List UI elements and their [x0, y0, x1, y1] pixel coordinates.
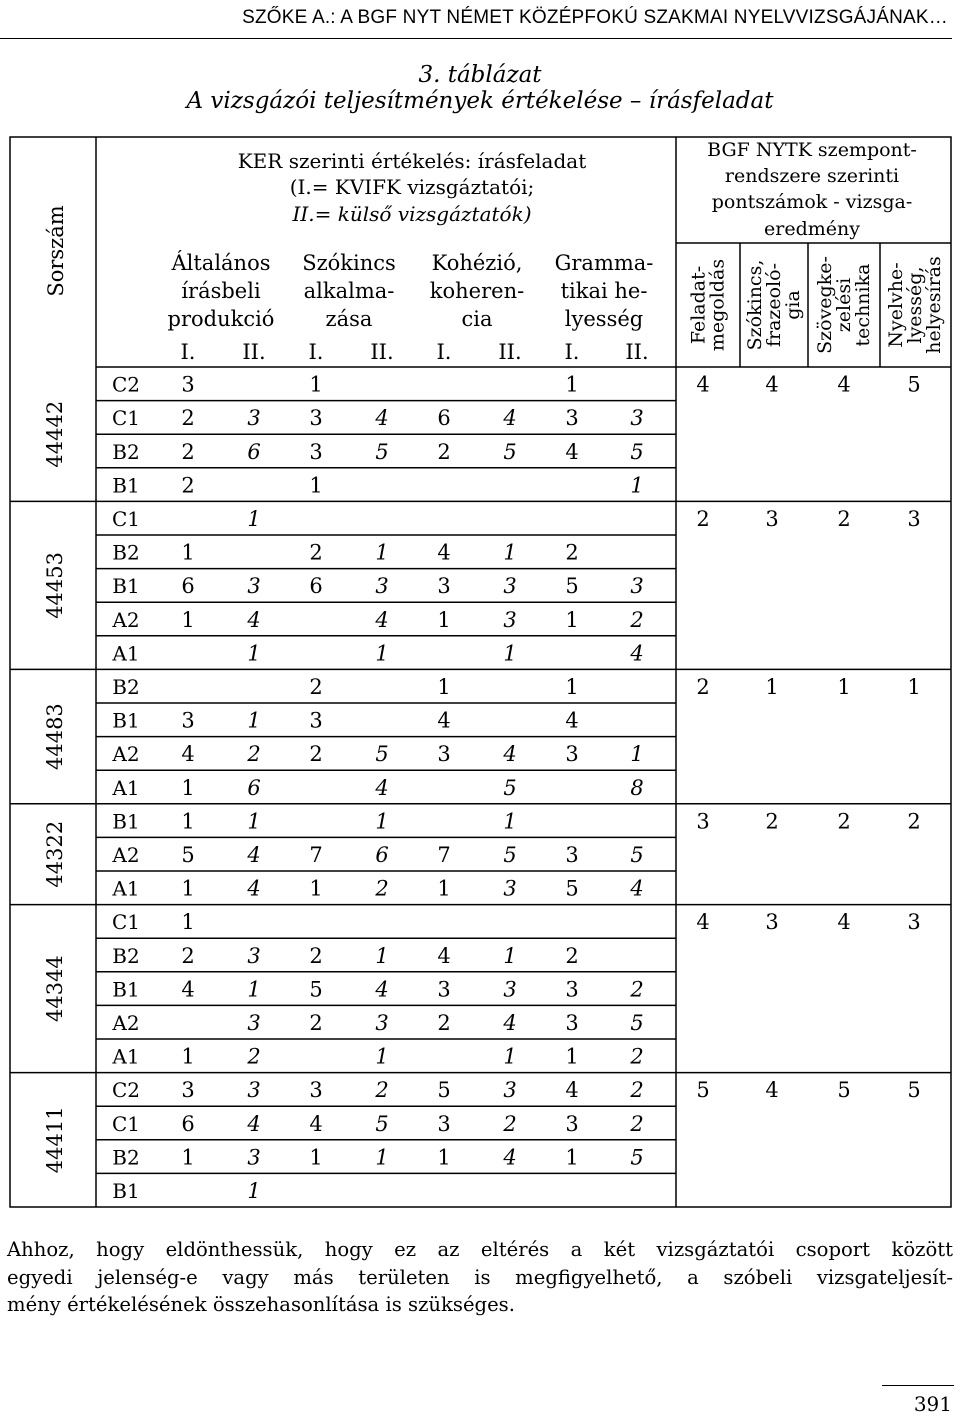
score-cell: 2 [309, 742, 323, 767]
criterion-header-line: tikai he- [560, 279, 648, 303]
level-label: B1 [112, 1179, 140, 1203]
score-cell: 1 [630, 742, 644, 767]
bgf-score: 5 [907, 1078, 921, 1103]
rater-label: II. [625, 340, 649, 364]
bgf-score: 4 [837, 910, 851, 935]
score-cell: 2 [503, 1111, 517, 1136]
score-cell: 3 [630, 574, 644, 599]
score-cell: 6 [309, 574, 323, 599]
score-cell: 3 [437, 574, 451, 599]
rater-label: I. [308, 340, 324, 364]
ker-header-line3: II.= külső vizsgáztatók) [292, 202, 532, 226]
score-cell: 3 [565, 843, 579, 867]
score-cell: 2 [309, 540, 323, 565]
level-label: A2 [112, 843, 140, 867]
score-cell: 1 [503, 1044, 517, 1069]
score-cell: 4 [503, 742, 517, 767]
criterion-header-line: Szókincs [302, 251, 396, 275]
level-label: C1 [111, 1111, 141, 1136]
score-cell: 4 [247, 607, 261, 632]
score-cell: 3 [437, 977, 451, 1002]
score-cell: 1 [181, 775, 195, 800]
bgf-score: 4 [765, 1078, 779, 1103]
student-group [43, 809, 921, 900]
rater-label: II. [370, 340, 394, 364]
score-cell: 1 [437, 876, 451, 901]
table-row [112, 675, 578, 699]
score-cell: 2 [181, 439, 195, 464]
score-cell: 2 [565, 540, 579, 565]
score-cell: 3 [375, 574, 389, 599]
score-cell: 1 [565, 675, 579, 699]
score-cell: 3 [565, 1111, 579, 1136]
table-row [112, 1112, 644, 1136]
table-row [111, 877, 643, 901]
score-cell: 1 [181, 1044, 195, 1069]
level-label: B1 [112, 977, 140, 1002]
score-cell: 3 [247, 943, 261, 968]
bgf-column-header-line: Feladat- [687, 265, 710, 345]
level-label: B1 [112, 809, 140, 834]
bgf-column-header-line: Szövegke- [814, 256, 836, 354]
score-cell: 3 [437, 742, 451, 767]
table-row [112, 440, 643, 464]
bgf-score: 2 [837, 507, 851, 531]
score-cell: 4 [309, 1111, 323, 1136]
score-cell: 5 [630, 1011, 644, 1035]
student-id: 44344 [43, 955, 67, 1023]
level-label: B1 [112, 708, 140, 733]
rater-headers [181, 340, 649, 364]
student-group [43, 1078, 921, 1203]
score-cell: 4 [630, 876, 644, 901]
table-row [112, 809, 516, 833]
table-row [112, 977, 643, 1001]
criterion-header-line: Általános [171, 251, 271, 275]
score-cell: 5 [503, 439, 517, 464]
level-label: A1 [112, 876, 140, 901]
bgf-header-line4: eredmény [764, 218, 860, 240]
bgf-score: 4 [696, 372, 710, 397]
criteria-headers [168, 251, 654, 331]
score-cell: 1 [375, 809, 389, 834]
student-id: 44453 [43, 551, 67, 619]
score-cell: 2 [181, 943, 195, 968]
score-cell: 5 [630, 439, 644, 464]
bgf-score: 3 [765, 507, 779, 531]
criterion-header-line: alkalma- [303, 279, 395, 303]
score-cell: 3 [503, 607, 517, 632]
bgf-score: 1 [837, 675, 851, 699]
score-cell: 1 [181, 910, 195, 935]
student-id: 44442 [43, 400, 67, 468]
score-cell: 2 [375, 876, 389, 901]
score-cell: 4 [181, 742, 195, 767]
level-label: B2 [112, 675, 140, 699]
score-cell: 3 [503, 1078, 517, 1103]
score-cell: 1 [437, 675, 451, 699]
score-cell: 2 [630, 1044, 644, 1069]
score-cell: 1 [565, 1044, 579, 1069]
bgf-column-header-line: Szókincs, [744, 259, 766, 351]
level-label: A1 [112, 641, 140, 666]
score-cell: 3 [503, 977, 517, 1002]
bgf-score: 3 [907, 910, 921, 935]
score-cell: 3 [181, 1078, 195, 1103]
bgf-header-line1: BGF NYTK szempont- [707, 139, 917, 161]
score-cell: 3 [247, 1078, 261, 1103]
score-cell: 2 [309, 943, 323, 968]
paragraph-line: Ahhoz, hogy eldönthessük, hogy ez az eltérés a két vizsgáztatói csoport között [7, 1238, 953, 1261]
student-id: 44322 [43, 820, 67, 888]
table-row [112, 1078, 644, 1102]
score-cell: 3 [309, 439, 323, 464]
student-id: 44411 [43, 1106, 67, 1174]
score-cell: 3 [181, 708, 195, 733]
bgf-score: 4 [837, 372, 851, 397]
score-cell: 3 [309, 406, 323, 431]
bgf-score: 2 [696, 675, 710, 699]
score-cell: 4 [375, 775, 389, 800]
score-cell: 4 [503, 1011, 517, 1035]
score-cell: 2 [630, 1111, 644, 1136]
rater-label: I. [436, 340, 452, 364]
sorszam-header: Sorszám [44, 205, 68, 297]
bgf-score: 5 [907, 372, 921, 397]
page-number-rule [882, 1385, 954, 1386]
criterion-header-line: koheren- [429, 279, 525, 303]
table-row [111, 843, 643, 867]
score-cell: 3 [503, 574, 517, 599]
score-cell: 5 [630, 843, 644, 867]
bgf-score: 2 [907, 809, 921, 834]
score-cell: 5 [309, 977, 323, 1002]
score-cell: 1 [565, 372, 579, 397]
score-cell: 3 [309, 708, 323, 733]
score-cell: 1 [375, 540, 389, 565]
table-row [112, 1145, 643, 1169]
table-caption-title: A vizsgázói teljesítmények értékelése – írásfeladat [186, 88, 774, 114]
criterion-header-line: írásbeli [181, 279, 261, 303]
bgf-header [707, 139, 917, 240]
table-row [112, 541, 578, 565]
bgf-score: 5 [696, 1078, 710, 1103]
table-row [112, 406, 644, 430]
score-cell: 1 [181, 1145, 195, 1170]
criterion-header-line: cia [461, 307, 493, 331]
score-cell: 1 [181, 876, 195, 901]
score-cell: 6 [181, 1111, 195, 1136]
score-cell: 1 [503, 641, 517, 666]
bgf-score: 1 [907, 675, 921, 699]
bgf-column-headers [688, 256, 946, 354]
score-cell: 4 [375, 406, 389, 431]
ker-header [238, 149, 587, 226]
table-row [112, 507, 261, 531]
table-row [111, 1011, 643, 1035]
score-cell: 2 [181, 406, 195, 431]
running-header-text: SZŐKE A.: A BGF NYT NÉMET KÖZÉPFOKÚ SZAKMAI NYELVVIZSGÁJÁNAK… [242, 7, 948, 28]
criterion-header-line: produkció [167, 307, 275, 331]
score-cell: 3 [565, 742, 579, 767]
score-cell: 1 [437, 1145, 451, 1170]
level-label: B2 [112, 1145, 140, 1170]
score-cell: 5 [565, 574, 579, 599]
table-row [111, 776, 643, 800]
score-cell: 2 [565, 943, 579, 968]
bgf-score: 1 [765, 675, 779, 699]
table-row [112, 1179, 260, 1203]
student-group [43, 910, 921, 1068]
score-cell: 4 [375, 977, 389, 1002]
criterion-header-line: Kohézió, [431, 251, 523, 275]
criterion-header-line: lyesség [564, 307, 644, 331]
score-cell: 6 [247, 439, 261, 464]
score-cell: 2 [630, 607, 644, 632]
score-cell: 6 [437, 406, 451, 431]
ker-header-line1: KER szerinti értékelés: írásfeladat [237, 149, 587, 173]
table-row [112, 944, 578, 968]
bgf-column-header-line: technika [852, 263, 874, 347]
score-cell: 2 [375, 1078, 389, 1103]
page-number: 391 [913, 1392, 952, 1416]
table-row [111, 1045, 643, 1069]
score-cell: 4 [565, 439, 579, 464]
bgf-score: 3 [907, 507, 921, 531]
student-group [43, 675, 921, 800]
table-caption-number: 3. táblázat [418, 62, 542, 88]
rater-label: I. [180, 340, 196, 364]
score-cell: 4 [503, 1145, 517, 1170]
level-label: C2 [111, 372, 141, 397]
bgf-column-header-line: zelési [833, 277, 855, 333]
bgf-column-header [814, 256, 874, 354]
score-cell: 1 [247, 1179, 261, 1203]
score-cell: 1 [503, 809, 517, 834]
score-cell: 2 [630, 977, 644, 1002]
score-cell: 5 [565, 876, 579, 901]
score-cell: 4 [630, 641, 644, 666]
score-cell: 1 [181, 540, 195, 565]
score-cell: 5 [503, 775, 517, 800]
student-id: 44483 [43, 703, 67, 771]
score-cell: 4 [181, 977, 195, 1002]
table-row [112, 373, 579, 397]
table-row [111, 641, 643, 665]
score-cell: 1 [375, 943, 389, 968]
score-cell: 3 [181, 372, 195, 397]
score-cell: 5 [375, 1111, 389, 1136]
score-cell: 6 [247, 775, 261, 800]
score-cell: 2 [437, 1011, 451, 1035]
score-cell: 4 [375, 607, 389, 632]
score-cell: 4 [247, 1111, 261, 1136]
paragraph-line: egyedi jelenség-e vagy más területen is megfigyelhető, a szóbeli vizsgateljesít- [7, 1265, 953, 1289]
score-cell: 4 [247, 876, 261, 901]
score-cell: 7 [437, 843, 451, 867]
table-row [112, 473, 643, 497]
score-cell: 4 [503, 406, 517, 431]
score-cell: 7 [309, 843, 323, 867]
level-label: C1 [111, 406, 141, 431]
score-cell: 3 [309, 1078, 323, 1103]
ker-header-line2: (I.= KVIFK vizsgáztatói; [289, 175, 535, 199]
score-cell: 2 [309, 1011, 323, 1035]
level-label: B2 [112, 540, 140, 565]
score-cell: 2 [247, 742, 261, 767]
score-cell: 3 [565, 977, 579, 1002]
level-label: A1 [112, 1044, 140, 1069]
bgf-header-line3: pontszámok - vizsga- [711, 191, 913, 213]
score-cell: 3 [503, 876, 517, 901]
score-cell: 2 [247, 1044, 261, 1069]
paragraph-line: mény értékelésének összehasonlítása is szükséges. [7, 1293, 515, 1316]
score-cell: 2 [181, 473, 195, 498]
score-cell: 6 [375, 843, 389, 867]
score-cell: 4 [565, 708, 579, 733]
score-cell: 1 [309, 372, 323, 397]
level-label: C2 [111, 1078, 141, 1103]
score-cell: 5 [503, 843, 517, 867]
score-cell: 3 [375, 1011, 389, 1035]
score-cell: 5 [375, 439, 389, 464]
score-cell: 1 [247, 977, 261, 1002]
criterion-header-line: Gramma- [554, 251, 654, 275]
table-row [112, 574, 643, 598]
score-cell: 3 [437, 1111, 451, 1136]
bgf-column-header [885, 256, 945, 354]
table-row [111, 608, 643, 632]
rater-label: II. [242, 340, 266, 364]
score-cell: 1 [247, 708, 261, 733]
score-cell: 2 [630, 1078, 644, 1103]
score-cell: 1 [375, 1145, 389, 1170]
score-cell: 3 [247, 574, 261, 599]
score-cell: 3 [247, 406, 261, 431]
score-cell: 2 [309, 675, 323, 699]
level-label: A2 [112, 742, 140, 767]
score-cell: 5 [181, 843, 195, 867]
score-cell: 1 [375, 1044, 389, 1069]
bgf-score: 2 [837, 809, 851, 834]
bgf-column-header-line: helyesírás [923, 256, 945, 354]
table-row [111, 742, 643, 766]
score-cell: 1 [565, 607, 579, 632]
score-cell: 1 [247, 809, 261, 834]
bgf-score: 5 [837, 1078, 851, 1103]
score-cell: 1 [630, 473, 644, 498]
score-cell: 8 [630, 775, 644, 800]
score-cell: 3 [630, 406, 644, 431]
level-label: B2 [112, 439, 140, 464]
level-label: C1 [111, 910, 141, 935]
score-cell: 1 [375, 641, 389, 666]
score-cell: 3 [247, 1145, 261, 1170]
student-group [43, 373, 921, 498]
bgf-header-line2: rendszere szerinti [724, 165, 900, 187]
bgf-column-header-line: frazeoló- [763, 262, 785, 348]
score-cell: 1 [565, 1145, 579, 1170]
level-label: B1 [112, 574, 140, 599]
bgf-score: 3 [765, 910, 779, 935]
score-cell: 1 [503, 540, 517, 565]
score-cell: 4 [565, 1078, 579, 1103]
score-cell: 1 [247, 507, 261, 531]
student-group [43, 507, 921, 665]
level-label: C1 [111, 507, 141, 531]
bgf-score: 2 [696, 507, 710, 531]
score-cell: 4 [437, 708, 451, 733]
bgf-score: 2 [765, 809, 779, 834]
score-cell: 3 [565, 406, 579, 431]
score-cell: 1 [437, 607, 451, 632]
bgf-score: 3 [696, 809, 710, 834]
level-label: A1 [112, 775, 140, 800]
score-cell: 2 [437, 439, 451, 464]
level-label: A2 [112, 1011, 140, 1035]
score-cell: 4 [437, 943, 451, 968]
bgf-column-header-line: Nyelvhe- [885, 262, 907, 348]
score-cell: 1 [181, 607, 195, 632]
rater-label: II. [498, 340, 522, 364]
score-cell: 5 [437, 1078, 451, 1103]
bgf-column-header-line: gia [782, 290, 804, 320]
criterion-header-line: zása [325, 307, 373, 331]
score-cell: 3 [565, 1011, 579, 1035]
score-cell: 4 [247, 843, 261, 867]
table-body [43, 373, 921, 1203]
score-cell: 1 [309, 1145, 323, 1170]
score-cell: 1 [247, 641, 261, 666]
bgf-column-header-line: megoldás [706, 258, 729, 352]
score-cell: 1 [309, 876, 323, 901]
bgf-column-header-line: lyesség, [904, 266, 926, 344]
level-label: A2 [112, 607, 140, 632]
bgf-score: 4 [696, 910, 710, 935]
level-label: B1 [112, 473, 140, 498]
score-cell: 6 [181, 574, 195, 599]
score-cell: 3 [247, 1011, 261, 1035]
score-cell: 1 [181, 809, 195, 834]
table-row [112, 910, 195, 934]
score-cell: 1 [309, 473, 323, 498]
bgf-score: 4 [765, 372, 779, 397]
body-paragraph [7, 1236, 953, 1319]
bgf-column-header [744, 260, 804, 351]
table-row [112, 709, 578, 733]
rater-label: I. [564, 340, 580, 364]
bgf-column-header [688, 259, 729, 351]
score-cell: 1 [503, 943, 517, 968]
score-cell: 5 [375, 742, 389, 767]
score-cell: 4 [437, 540, 451, 565]
level-label: B2 [112, 943, 140, 968]
score-cell: 5 [630, 1145, 644, 1170]
